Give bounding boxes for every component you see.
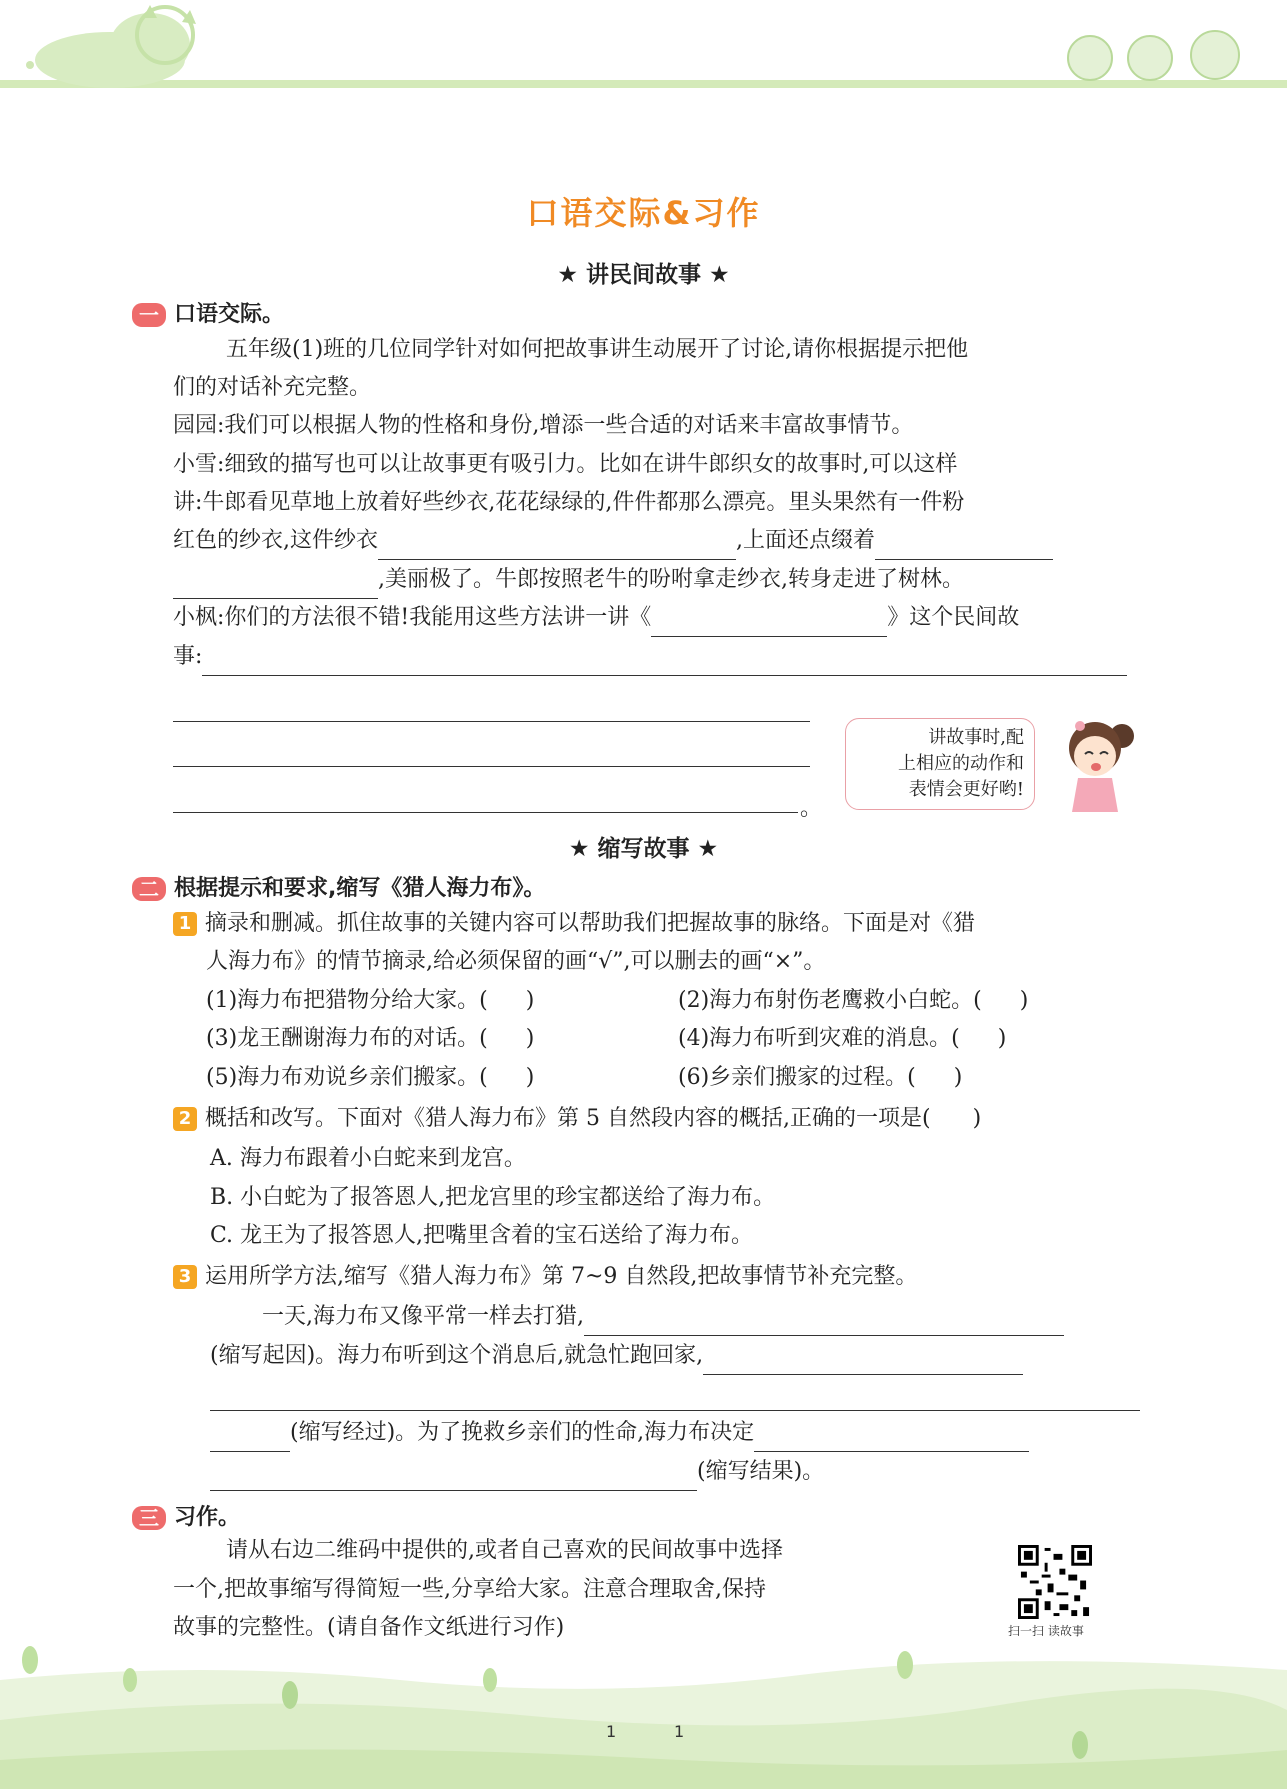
q1-item-2 [678, 982, 1028, 1020]
tip-line-3: 表情会更好哟! [908, 779, 1024, 800]
q1-item-5-close: ) [525, 1065, 535, 1090]
q1-item-5 [206, 1059, 534, 1097]
q3-row-1 [262, 1298, 1064, 1336]
q2-badge: 2 [173, 1107, 197, 1131]
q1-item-2-text: (2)海力布射伤老鹰救小白蛇。( [678, 988, 982, 1013]
section-badge-1: 一 [132, 303, 166, 327]
dialog-yuanyuan: 园园:我们可以根据人物的性格和身份,增添一些合适的对话来丰富故事情节。 [173, 413, 914, 438]
blank-result-1[interactable] [754, 1425, 1029, 1452]
girl-illustration [1050, 712, 1145, 812]
blank-story-line-1[interactable] [202, 649, 1127, 676]
dialog-xiaoxue-1: 小雪:细致的描写也可以让故事更有吸引力。比如在讲牛郎织女的故事时,可以这样 [173, 452, 958, 477]
q1-item-3 [206, 1020, 534, 1058]
q3-row-4-text: (缩写经过)。为了挽救乡亲们的性命,海力布决定 [290, 1420, 755, 1445]
tip-bubble [845, 718, 1035, 810]
dialog-xiaofeng-1a: 小枫:你们的方法很不错!我能用这些方法讲一讲《 [173, 605, 652, 630]
q2-text: 概括和改写。下面对《猎人海力布》第 5 自然段内容的概括,正确的一项是( [205, 1106, 931, 1131]
page-number-right: 1 [674, 1722, 685, 1741]
q3-row-2-text: (缩写起因)。海力布听到这个消息后,就急忙跑回家, [210, 1343, 704, 1368]
q3-row-5-text: (缩写结果)。 [697, 1459, 825, 1484]
q2-line [173, 1100, 981, 1138]
q3-row-4 [210, 1414, 1029, 1452]
blank-dress-description[interactable] [378, 533, 736, 560]
q3-row-2 [210, 1337, 1023, 1375]
blank-process-2[interactable] [210, 1410, 1140, 1411]
section-badge-2: 二 [132, 877, 166, 901]
blank-process-1[interactable] [703, 1348, 1023, 1375]
q1-item-3-close: ) [525, 1026, 535, 1051]
q2-option-c: C. 龙王为了报答恩人,把嘴里含着的宝石送给了海力布。 [210, 1223, 754, 1248]
section-heading-writing [132, 1500, 240, 1531]
dialog-xiaofeng-2-text: 事: [173, 644, 203, 669]
story-end-mark: 。 [800, 796, 823, 821]
q1-item-5-text: (5)海力布劝说乡亲们搬家。( [206, 1065, 488, 1090]
q1-item-1-close: ) [525, 988, 535, 1013]
q1-badge: 1 [173, 912, 197, 936]
dialog-xiaoxue-2: 讲:牛郎看见草地上放着好些纱衣,花花绿绿的,件件都那么漂亮。里头果然有一件粉 [173, 490, 965, 515]
section-heading-abridge-text: 根据提示和要求,缩写《猎人海力布》。 [174, 876, 546, 901]
q1-item-6-text: (6)乡亲们搬家的过程。( [678, 1065, 916, 1090]
q2-option-b: B. 小白蛇为了报答恩人,把龙宫里的珍宝都送给了海力布。 [210, 1185, 776, 1210]
q1-item-4 [678, 1020, 1006, 1058]
q1-item-3-text: (3)龙王酬谢海力布的对话。( [206, 1026, 488, 1051]
qr-caption: 扫一扫 读故事 [1008, 1624, 1084, 1638]
q1-text-1: 摘录和删减。抓住故事的关键内容可以帮助我们把握故事的脉络。下面是对《猎 [205, 911, 976, 936]
dialog-xiaoxue-3b: ,上面还点缀着 [736, 528, 875, 553]
q2-option-a: A. 海力布跟着小白蛇来到龙宫。 [210, 1146, 526, 1171]
section-heading-writing-text: 习作。 [174, 1505, 241, 1530]
q1-item-6-close: ) [953, 1065, 963, 1090]
blank-decoration[interactable] [875, 533, 1053, 560]
tip-line-2: 上相应的动作和 [898, 753, 1024, 774]
q3-badge: 3 [173, 1265, 197, 1289]
dialog-xiaofeng-1b: 》这个民间故 [887, 605, 1020, 630]
q1-line-1 [173, 905, 975, 943]
section-heading-abridge [132, 871, 545, 902]
blank-story-line-3[interactable] [173, 766, 810, 767]
dialog-xiaoxue-3 [173, 522, 1053, 560]
q3-text: 运用所学方法,缩写《猎人海力布》第 7~9 自然段,把故事情节补充完整。 [205, 1264, 918, 1289]
qr-code[interactable] [1018, 1545, 1092, 1619]
q3-row-1-text: 一天,海力布又像平常一样去打猎, [262, 1304, 584, 1329]
blank-story-line-4[interactable] [173, 812, 798, 813]
blank-decoration-cont[interactable] [173, 572, 378, 599]
q3-line [173, 1258, 917, 1296]
blank-process-3[interactable] [210, 1425, 290, 1452]
section-heading-text: 口语交际。 [174, 302, 285, 327]
dialog-xiaoxue-3a: 红色的纱衣,这件纱衣 [173, 528, 378, 553]
writing-line-3: 故事的完整性。(请自备作文纸进行习作) [173, 1615, 565, 1640]
q3-row-5 [210, 1453, 824, 1491]
q2-close: ) [972, 1106, 982, 1131]
writing-line-1: 请从右边二维码中提供的,或者自己喜欢的民间故事中选择 [226, 1538, 783, 1563]
tip-line-1: 讲故事时,配 [928, 727, 1024, 748]
q1-item-2-close: ) [1019, 988, 1029, 1013]
writing-line-2: 一个,把故事缩写得简短一些,分享给大家。注意合理取舍,保持 [173, 1577, 766, 1602]
blank-story-line-2[interactable] [173, 721, 810, 722]
q1-line-2: 人海力布》的情节摘录,给必须保留的画“√”,可以删去的画“×”。 [206, 949, 826, 974]
dialog-xiaofeng-1 [173, 599, 1019, 637]
q1-item-6 [678, 1059, 962, 1097]
blank-result-2[interactable] [210, 1464, 697, 1491]
q1-item-1 [206, 982, 534, 1020]
section-heading-oral [132, 297, 284, 328]
intro-line-1: 五年级(1)班的几位同学针对如何把故事讲生动展开了讨论,请你根据提示把他 [226, 337, 969, 362]
blank-story-title[interactable] [651, 610, 887, 637]
header-decoration [0, 0, 1287, 100]
dialog-xiaoxue-4 [173, 561, 964, 599]
section-subtitle-abridge: ★ 缩写故事 ★ [568, 836, 719, 862]
section-subtitle-folk-story: ★ 讲民间故事 ★ [557, 262, 730, 288]
q1-item-1-text: (1)海力布把猎物分给大家。( [206, 988, 488, 1013]
page-number-left: 1 [606, 1722, 617, 1741]
q1-item-4-close: ) [997, 1026, 1007, 1051]
dialog-xiaofeng-2 [173, 638, 1127, 676]
footer-landscape [0, 1640, 1287, 1789]
page-title: 口语交际&习作 [526, 194, 761, 232]
q1-item-4-text: (4)海力布听到灾难的消息。( [678, 1026, 960, 1051]
intro-line-2: 们的对话补充完整。 [173, 375, 372, 400]
section-badge-3: 三 [132, 1506, 166, 1530]
dialog-xiaoxue-4-text: ,美丽极了。牛郎按照老牛的吩咐拿走纱衣,转身走进了树林。 [378, 567, 964, 592]
blank-cause[interactable] [584, 1309, 1064, 1336]
